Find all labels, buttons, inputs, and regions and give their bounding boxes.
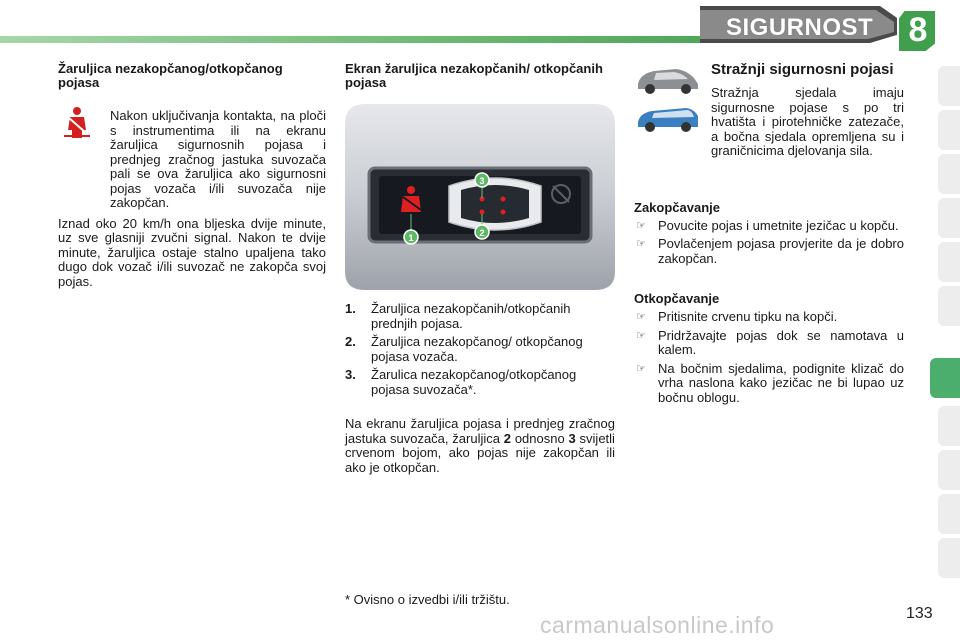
watermark: carmanualsonline.info xyxy=(540,612,775,638)
callout-1-label: 1 xyxy=(408,233,414,243)
chapter-tab[interactable] xyxy=(938,110,960,150)
chapter-tab[interactable] xyxy=(938,538,960,578)
left-column xyxy=(58,62,326,289)
display-explanation: Na ekranu žaruljica pojasa i prednjeg zračnog jastuka suvozača, žaruljica 2 odnosno 3 svijetli crvenom bojom, ako pojas nije zakopčan ili ako je otkopčan. xyxy=(345,416,615,475)
legend-item: 3. Žarulica nezakopčanog/otkopčanog pojasa suvozača*. xyxy=(345,367,577,397)
rear-belts-heading: Stražnji sigurnosni pojasi xyxy=(711,61,894,78)
rear-belts-intro: Stražnja sjedala imaju sigurnosne pojase s po tri hvatišta i pirotehničke zatezače, a bočna sjedala opremljena su i graničnicima djelovanja sila. xyxy=(711,85,904,158)
legend-item: 1. Žaruljica nezakopčanih/otkopčanih prednjih pojasa. xyxy=(345,301,571,331)
chapter-tab[interactable] xyxy=(938,154,960,194)
list-item: ☞ Povlačenjem pojasa provjerite da je dobro zakopčan. xyxy=(636,236,904,266)
chapter-tab[interactable] xyxy=(938,450,960,490)
seatbelt-warning-heading: Žaruljica nezakopčanog/otkopčanog pojasa xyxy=(58,61,283,90)
chapter-tab[interactable] xyxy=(938,242,960,282)
chapter-tab[interactable] xyxy=(938,494,960,534)
list-item: ☞ Pritisnite crvenu tipku na kopči. xyxy=(636,309,838,324)
list-item: ☞ Pridržavajte pojas dok se namotava u kalem. xyxy=(636,327,904,357)
fastening-heading: Zakopčavanje xyxy=(634,199,720,215)
chapter-number: 8 xyxy=(908,11,928,49)
right-column xyxy=(634,62,904,409)
chapter-tabs xyxy=(930,66,960,576)
legend-list xyxy=(345,302,615,475)
list-item: ☞ Povucite pojas i umetnite jezičac u kopču. xyxy=(636,217,899,233)
page-number: 133 xyxy=(906,605,933,622)
chapter-tab[interactable] xyxy=(938,198,960,238)
middle-column xyxy=(345,62,615,90)
section-title: SIGURNOST xyxy=(726,14,874,41)
seatbelt-warning-para2: Iznad oko 20 km/h ona bljeska dvije minute, uz sve glasniji zvučni signal. Nakon te dvije minute, žaruljica ostaje stalno upaljena tako dugo dok vozač i/ili suvozač ne zakopča svoj pojas. xyxy=(58,215,326,289)
legend-item: 2. Žaruljica nezakopčanog/ otkopčanog pojasa vozača. xyxy=(345,334,583,364)
chapter-tab[interactable] xyxy=(938,406,960,446)
display-heading: Ekran žaruljica nezakopčanih/ otkopčanih pojasa xyxy=(345,61,603,90)
seatbelt-warning-icon xyxy=(62,106,92,140)
callout-3-label: 3 xyxy=(479,176,485,186)
chapter-tab[interactable] xyxy=(938,286,960,326)
seatbelt-display-illustration xyxy=(345,104,615,290)
callout-2-label: 2 xyxy=(479,228,485,238)
list-item: ☞ Na bočnim sjedalima, podignite klizač do vrha naslona kako jezičac ne bi lupao uz bočnu oblogu. xyxy=(636,360,904,405)
unfastening-heading: Otkopčavanje xyxy=(634,291,720,306)
seatbelt-warning-para1: Nakon uključivanja kontakta, na ploči s instrumentima ili na ekranu žaruljica sigurnosnih pojasa i prednjeg zračnog jastuka suvozača pali se ova žaruljica ako sigurnosni pojas vozača i/ili suvozača nije zakopčan. xyxy=(110,108,326,210)
chapter-tab[interactable] xyxy=(938,66,960,106)
footnote: * Ovisno o izvedbi i/ili tržištu. xyxy=(345,592,510,607)
chapter-tab-active[interactable] xyxy=(930,358,960,398)
